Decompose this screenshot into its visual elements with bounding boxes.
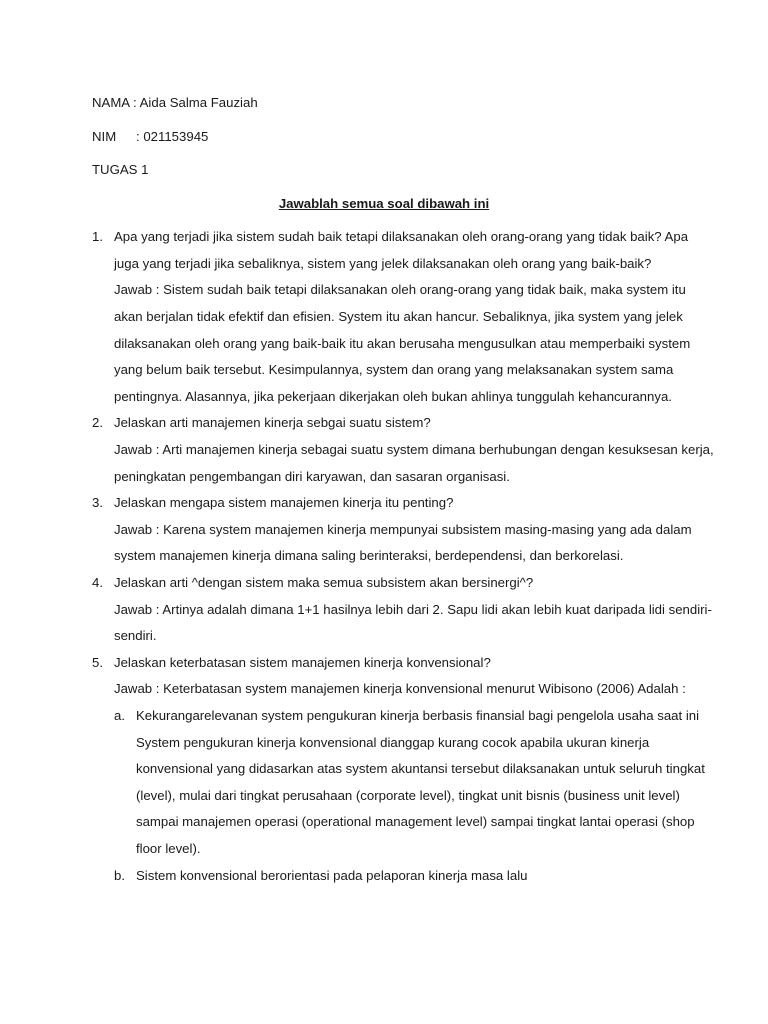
answer-text: system manajemen kinerja dimana saling berinteraksi, berdependensi, dan berkorelasi. bbox=[114, 548, 624, 563]
sub-item-letter: b. bbox=[114, 868, 125, 883]
answer-text: Jawab : Artinya adalah dimana 1+1 hasilnya lebih dari 2. Sapu lidi akan lebih kuat daripada lidi sendiri- bbox=[114, 602, 712, 617]
answer-text: pentingnya. Alasannya, jika pekerjaan dikerjakan oleh bukan ahlinya tunggulah kehancurannya. bbox=[114, 389, 672, 404]
sub-item-text: Kekurangarelevanan system pengukuran kinerja berbasis finansial bagi pengelola usaha saat ini bbox=[136, 708, 700, 723]
question-text: Jelaskan arti ^dengan sistem maka semua subsistem akan bersinergi^? bbox=[114, 575, 534, 590]
answer-text: Jawab : Sistem sudah baik tetapi dilaksanakan oleh orang-orang yang tidak baik, maka system itu bbox=[114, 282, 686, 297]
answer-text: dilaksanakan oleh orang yang baik-baik itu akan berusaha mengusulkan atau memperbaiki system bbox=[114, 336, 691, 351]
sub-item-text: System pengukuran kinerja konvensional dianggap kurang cocok apabila ukuran kinerja bbox=[136, 735, 650, 750]
answer-text: Jawab : Arti manajemen kinerja sebagai suatu system dimana berhubungan dengan kesuksesan kerja, bbox=[114, 442, 714, 457]
question-text: juga yang terjadi jika sebaliknya, sistem yang jelek dilaksanakan oleh orang yang baik-baik? bbox=[114, 256, 652, 271]
answer-text: yang belum baik tersebut. Kesimpulannya, system dan orang yang melaksanakan system sama bbox=[114, 362, 674, 377]
page-title: Jawablah semua soal dibawah ini bbox=[278, 196, 490, 211]
answer-text: Jawab : Keterbatasan system manajemen kinerja konvensional menurut Wibisono (2006) Adalah : bbox=[114, 681, 686, 696]
question-text: Jelaskan mengapa sistem manajemen kinerja itu penting? bbox=[114, 495, 454, 510]
sub-item-letter: a. bbox=[114, 708, 125, 723]
answer-text: akan berjalan tidak efektif dan efisien. System itu akan hancur. Sebaliknya, jika system yang jelek bbox=[114, 309, 683, 324]
question-text: Apa yang terjadi jika sistem sudah baik tetapi dilaksanakan oleh orang-orang yang tidak baik? Apa bbox=[114, 229, 689, 244]
answer-text: Jawab : Karena system manajemen kinerja mempunyai subsistem masing-masing yang ada dalam bbox=[114, 522, 692, 537]
question-number: 2. bbox=[92, 415, 103, 430]
question-text: Jelaskan arti manajemen kinerja sebgai suatu sistem? bbox=[114, 415, 431, 430]
assignment-label: TUGAS 1 bbox=[92, 162, 149, 177]
sub-item-text: konvensional yang didasarkan atas system akuntansi tersebut dilaksanakan untuk seluruh tingkat bbox=[136, 761, 705, 776]
question-text: Jelaskan keterbatasan sistem manajemen kinerja konvensional? bbox=[114, 655, 491, 670]
answer-text: peningkatan pengembangan diri karyawan, dan sasaran organisasi. bbox=[114, 469, 510, 484]
student-name: NAMA : Aida Salma Fauziah bbox=[92, 95, 258, 110]
sub-item-text: sampai manajemen operasi (operational management level) sampai tingkat lantai operasi (shop bbox=[136, 814, 695, 829]
nim-label: NIM bbox=[92, 129, 117, 144]
nim-value: : 021153945 bbox=[136, 129, 209, 144]
answer-text: sendiri. bbox=[114, 628, 157, 643]
question-number: 5. bbox=[92, 655, 103, 670]
sub-item-text: (level), mulai dari tingkat perusahaan (corporate level), tingkat unit bisnis (business unit level) bbox=[136, 788, 680, 803]
sub-item-text: floor level). bbox=[136, 841, 201, 856]
question-number: 3. bbox=[92, 495, 103, 510]
sub-item-text: Sistem konvensional berorientasi pada pelaporan kinerja masa lalu bbox=[136, 868, 528, 883]
question-number: 1. bbox=[92, 229, 103, 244]
question-number: 4. bbox=[92, 575, 103, 590]
